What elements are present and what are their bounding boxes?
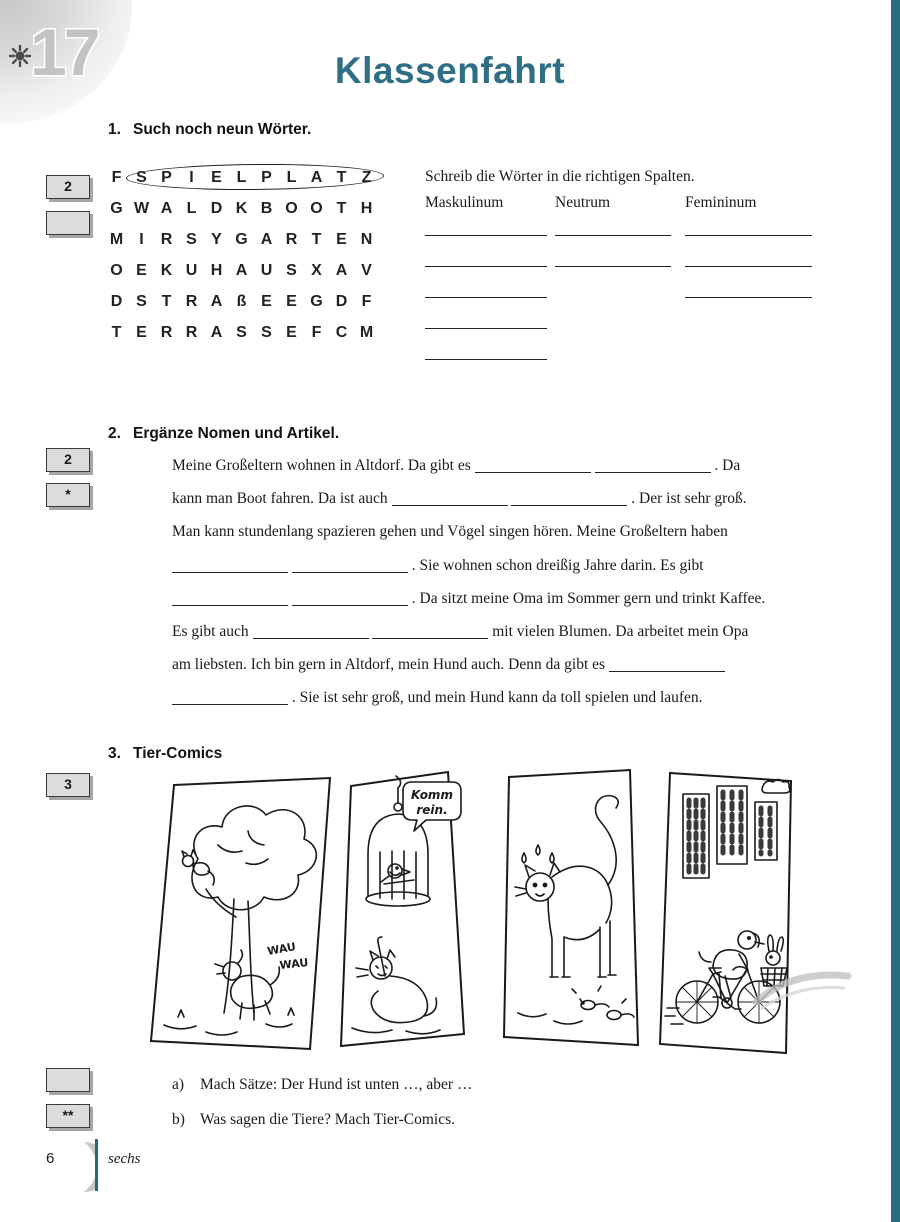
- paragraph-line: [172, 687, 852, 720]
- wordsearch-letter: I: [189, 169, 194, 186]
- empty-box: [46, 211, 90, 235]
- star-box: [46, 483, 90, 507]
- wordsearch-letter: A: [310, 169, 323, 186]
- paragraph-text: . Sie wohnen schon dreißig Jahre darin. Es gibt: [407, 556, 704, 574]
- answer-blank[interactable]: [425, 214, 547, 236]
- wordsearch-letter: X: [311, 262, 322, 279]
- wordsearch-row: [104, 224, 379, 255]
- points-box: [46, 448, 90, 472]
- paragraph-line: [172, 654, 852, 687]
- wordsearch-letter: T: [311, 231, 322, 248]
- paragraph-text: kann man Boot fahren. Da ist auch: [172, 490, 392, 508]
- comic-strip: [140, 762, 880, 1067]
- wordsearch-letter: C: [335, 324, 348, 341]
- wordsearch-letter: F: [361, 293, 372, 310]
- wordsearch-letter: H: [210, 262, 223, 279]
- paragraph-text: Man kann stundenlang spazieren gehen und Vögel singen hören. Meine Großeltern haben: [172, 523, 728, 541]
- paragraph-text: Es gibt auch: [172, 622, 253, 640]
- paragraph-line: [172, 588, 852, 621]
- fill-blank[interactable]: [172, 561, 288, 573]
- task-b-text: Was sagen die Tiere? Mach Tier-Comics.: [200, 1111, 456, 1128]
- wordsearch-letter: L: [186, 200, 197, 217]
- svg-text:rein.: rein.: [416, 803, 448, 817]
- fill-in-paragraph: [172, 455, 852, 721]
- sorting-instruction: Schreib die Wörter in die richtigen Spalten.: [425, 168, 695, 185]
- answer-blank[interactable]: [685, 267, 812, 298]
- sorting-columns: [425, 194, 812, 360]
- wordsearch-letter: G: [110, 200, 123, 217]
- task-a-text: Mach Sätze: Der Hund ist unten …, aber …: [200, 1076, 473, 1093]
- comic-panel-1: [148, 775, 333, 1053]
- wordsearch-letter: E: [286, 324, 297, 341]
- wordsearch-letter: R: [285, 231, 298, 248]
- wordsearch-letter: P: [261, 169, 272, 186]
- fill-blank[interactable]: [172, 594, 288, 606]
- wordsearch-letter: D: [335, 293, 348, 310]
- points-box-label: 2: [64, 178, 72, 194]
- fill-blank[interactable]: [292, 561, 408, 573]
- wordsearch-letter: L: [236, 169, 247, 186]
- wordsearch-letter: F: [311, 324, 322, 341]
- wordsearch-letter: U: [185, 262, 198, 279]
- section1-heading-text: Such noch neun Wörter.: [133, 121, 312, 138]
- column-header: Neutrum: [555, 194, 611, 211]
- wordsearch-letter: P: [161, 169, 172, 186]
- wordsearch-letter: E: [211, 169, 222, 186]
- answer-blank[interactable]: [555, 236, 671, 267]
- wordsearch-letter: D: [110, 293, 123, 310]
- wordsearch-letter: S: [186, 231, 197, 248]
- page-number: 6: [46, 1150, 55, 1167]
- fill-blank[interactable]: [392, 494, 508, 506]
- svg-text:Komm: Komm: [411, 788, 453, 802]
- paragraph-text: am liebsten. Ich bin gern in Altdorf, mein Hund auch. Denn da gibt es: [172, 656, 609, 674]
- section3-heading-text: Tier-Comics: [133, 745, 223, 762]
- wordsearch-letter: A: [210, 324, 223, 341]
- sorting-column: [425, 194, 547, 360]
- double-star-box-label: **: [62, 1107, 74, 1123]
- task-b: [172, 1111, 455, 1129]
- wordsearch-letter: Z: [361, 169, 372, 186]
- star-box-label: *: [65, 486, 71, 502]
- paragraph-text: . Da: [710, 457, 741, 474]
- section2-heading: [108, 425, 339, 443]
- fill-blank[interactable]: [172, 693, 288, 705]
- paragraph-line: [172, 521, 852, 554]
- wordsearch-letter: A: [335, 262, 348, 279]
- paragraph-text: . Da sitzt meine Oma im Sommer gern und trinkt Kaffee.: [407, 589, 766, 607]
- double-star-box: [46, 1104, 90, 1128]
- comic-panel-4: [655, 770, 797, 1058]
- column-header: Femininum: [685, 194, 757, 211]
- points-box: [46, 773, 90, 797]
- svg-text:WAU: WAU: [278, 956, 309, 972]
- svg-text:WAU: WAU: [266, 940, 297, 958]
- wordsearch-letter: ß: [236, 293, 247, 310]
- points-box-label: 3: [64, 776, 72, 792]
- section3-heading: [108, 745, 222, 763]
- chapter-number: 17: [30, 15, 98, 89]
- answer-blank[interactable]: [425, 298, 547, 329]
- wordsearch-letter: M: [109, 231, 124, 248]
- points-box: [46, 175, 90, 199]
- paragraph-line: [172, 555, 852, 588]
- wordsearch-letter: G: [310, 293, 323, 310]
- fill-blank[interactable]: [253, 627, 369, 639]
- task-b-label: b): [172, 1111, 185, 1128]
- wordsearch-letter: Y: [211, 231, 222, 248]
- paragraph-text: . Der ist sehr groß.: [627, 490, 747, 508]
- paragraph-text: . Sie ist sehr groß, und mein Hund kann da toll spielen und laufen.: [288, 689, 703, 707]
- wordsearch-letter: L: [286, 169, 297, 186]
- fill-blank[interactable]: [595, 461, 711, 473]
- wordsearch-row: [104, 255, 379, 286]
- wordsearch-letter: S: [236, 324, 247, 341]
- wordsearch-letter: O: [285, 200, 298, 217]
- task-a-label: a): [172, 1076, 185, 1093]
- wordsearch-letter: A: [260, 231, 273, 248]
- moon-icon: [58, 1140, 96, 1194]
- wordsearch-letter: H: [360, 200, 373, 217]
- wordsearch-letter: E: [136, 262, 147, 279]
- wordsearch-letter: M: [359, 324, 374, 341]
- answer-blank[interactable]: [685, 214, 812, 236]
- wordsearch-letter: T: [336, 200, 347, 217]
- wordsearch-letter: T: [161, 293, 172, 310]
- paragraph-line: [172, 488, 852, 521]
- wordsearch-letter: E: [336, 231, 347, 248]
- wordsearch-letter: E: [286, 293, 297, 310]
- wordsearch-letter: S: [136, 293, 147, 310]
- wordsearch-letter: O: [110, 262, 123, 279]
- wordsearch-letter: K: [235, 200, 248, 217]
- section1-number: 1.: [108, 121, 121, 138]
- wordsearch-letter: B: [260, 200, 273, 217]
- fill-blank[interactable]: [292, 594, 408, 606]
- wordsearch-letter: O: [310, 200, 323, 217]
- wordsearch-letter: A: [235, 262, 248, 279]
- wordsearch-letter: A: [210, 293, 223, 310]
- answer-blank[interactable]: [425, 236, 547, 267]
- wordsearch-letter: R: [160, 324, 173, 341]
- section2-heading-text: Ergänze Nomen und Artikel.: [133, 425, 340, 442]
- fill-blank[interactable]: [372, 627, 488, 639]
- wordsearch-letter: R: [185, 293, 198, 310]
- section2-number: 2.: [108, 425, 121, 442]
- sorting-column: [685, 194, 812, 360]
- wordsearch-letter: K: [160, 262, 173, 279]
- paragraph-text: Meine Großeltern wohnen in Altdorf. Da gibt es: [172, 457, 475, 474]
- section3-number: 3.: [108, 745, 121, 762]
- empty-box: [46, 1068, 90, 1092]
- section1-heading: [108, 121, 311, 139]
- wordsearch-row: [104, 286, 379, 317]
- wordsearch-letter: G: [235, 231, 248, 248]
- wordsearch-letter: N: [360, 231, 373, 248]
- fill-blank[interactable]: [475, 461, 591, 473]
- wordsearch-letter: E: [261, 293, 272, 310]
- paragraph-line: [172, 621, 852, 654]
- paragraph-text: mit vielen Blumen. Da arbeitet mein Opa: [488, 622, 749, 640]
- fill-blank[interactable]: [511, 494, 627, 506]
- wordsearch-letter: S: [136, 169, 147, 186]
- wordsearch-letter: T: [336, 169, 347, 186]
- footer-divider: [95, 1139, 98, 1191]
- fill-blank[interactable]: [609, 660, 725, 672]
- wordsearch-letter: R: [185, 324, 198, 341]
- answer-blank[interactable]: [425, 267, 547, 298]
- wordsearch-row: [104, 193, 379, 224]
- page-number-word: sechs: [108, 1151, 141, 1167]
- page-title: Klassenfahrt: [334, 50, 566, 91]
- answer-blank[interactable]: [555, 214, 671, 236]
- wordsearch-letter: S: [286, 262, 297, 279]
- wordsearch-letter: R: [160, 231, 173, 248]
- wordsearch-letter: D: [210, 200, 223, 217]
- column-header: Maskulinum: [425, 194, 504, 211]
- page-edge-bar: [891, 0, 900, 1222]
- wordsearch-letter: I: [139, 231, 144, 248]
- wordsearch-letter: F: [111, 169, 122, 186]
- wordsearch-letter: S: [261, 324, 272, 341]
- comic-panel-3: [502, 765, 642, 1053]
- points-box-label: 2: [64, 451, 72, 467]
- ground-swoosh: [752, 962, 852, 1012]
- wordsearch-letter: U: [260, 262, 273, 279]
- wordsearch-letter: W: [133, 200, 150, 217]
- comic-panel-2: [338, 770, 468, 1050]
- wordsearch-letter: T: [111, 324, 122, 341]
- sorting-column: [555, 194, 671, 360]
- answer-blank[interactable]: [425, 329, 547, 360]
- answer-blank[interactable]: [685, 236, 812, 267]
- task-a: [172, 1076, 472, 1094]
- wordsearch-letter: V: [361, 262, 372, 279]
- paragraph-line: [172, 455, 852, 488]
- wordsearch-letter: E: [136, 324, 147, 341]
- wordsearch-row: [104, 317, 379, 348]
- wordsearch-letter: A: [160, 200, 173, 217]
